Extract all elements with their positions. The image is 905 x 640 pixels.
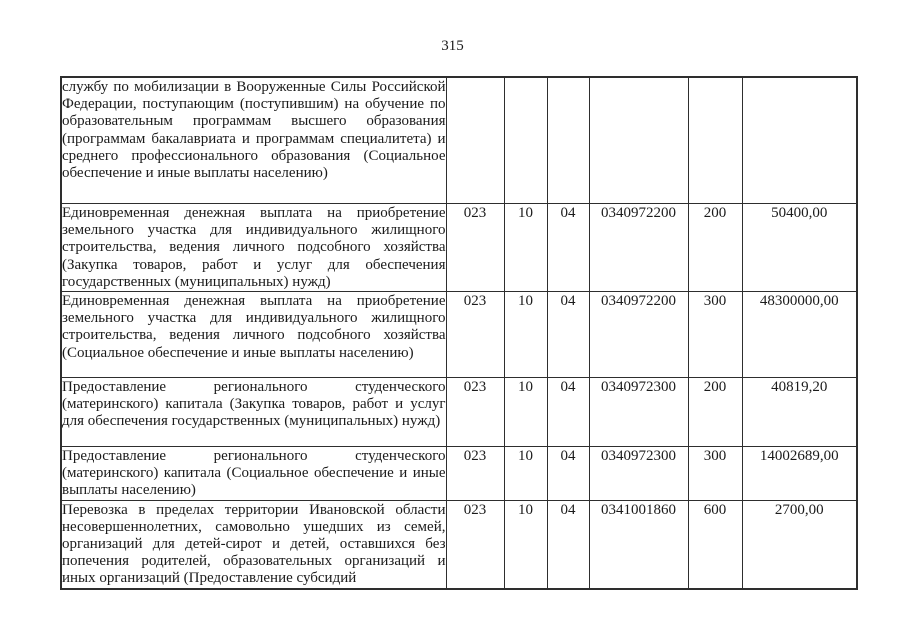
code-cell: 04 bbox=[547, 378, 589, 447]
code-cell: 0340972300 bbox=[589, 447, 688, 501]
code-cell: 0341001860 bbox=[589, 500, 688, 589]
description-cell: Предоставление регионального студенческого (материнского) капитала (Закупка товаров, работ и услуг для обеспечения государственных (муниципальных) нужд) bbox=[61, 378, 446, 447]
description-cell: Единовременная денежная выплата на приобретение земельного участка для индивидуального жилищного строительства, ведения личного подсобного хозяйства (Закупка товаров, работ и услуг для обеспечения государственных (муниципальных) нужд) bbox=[62, 205, 446, 290]
code-cell bbox=[589, 77, 688, 204]
description-cell: службу по мобилизации в Вооруженные Силы Российской Федерации, поступающим (поступившим) на обучение по образовательным программам высшего образования (программам бакалавриата и программам специалитета) и среднего профессионального образования (Социальное обеспечение и иные выплаты населению) bbox=[61, 77, 446, 204]
code-cell: 300 bbox=[688, 447, 742, 501]
code-cell: 10 bbox=[504, 204, 547, 292]
code-cell: 10 bbox=[504, 292, 547, 378]
description-cell: Единовременная денежная выплата на приобретение земельного участка для индивидуального жилищного строительства, ведения личного подсобного хозяйства (Социальное обеспечение и иные выплаты населению) bbox=[61, 292, 446, 378]
code-cell: 023 bbox=[446, 447, 504, 501]
code-cell: 04 bbox=[547, 292, 589, 378]
code-cell bbox=[504, 77, 547, 204]
amount-cell: 50400,00 bbox=[742, 204, 857, 292]
amount-cell bbox=[742, 77, 857, 204]
code-cell bbox=[688, 77, 742, 204]
table-row bbox=[61, 292, 857, 378]
code-cell: 300 bbox=[688, 292, 742, 378]
amount-cell: 2700,00 bbox=[742, 500, 857, 589]
description-cell: Предоставление регионального студенческого (материнского) капитала (Социальное обеспечение и иные выплаты населению) bbox=[62, 448, 446, 499]
code-cell: 04 bbox=[547, 500, 589, 589]
code-cell: 0340972300 bbox=[589, 378, 688, 447]
code-cell: 600 bbox=[688, 500, 742, 589]
table-row bbox=[61, 204, 857, 292]
code-cell: 0340972200 bbox=[589, 204, 688, 292]
page-number: 315 bbox=[441, 38, 464, 54]
budget-table bbox=[60, 76, 858, 590]
code-cell: 023 bbox=[446, 500, 504, 589]
amount-cell: 48300000,00 bbox=[742, 292, 857, 378]
table-row bbox=[61, 447, 857, 501]
table-row bbox=[61, 500, 857, 589]
code-cell: 0340972200 bbox=[589, 292, 688, 378]
code-cell: 023 bbox=[446, 204, 504, 292]
code-cell: 10 bbox=[504, 500, 547, 589]
code-cell: 10 bbox=[504, 447, 547, 501]
code-cell bbox=[547, 77, 589, 204]
amount-cell: 40819,20 bbox=[742, 378, 857, 447]
table-row bbox=[61, 378, 857, 447]
code-cell: 023 bbox=[446, 378, 504, 447]
code-cell bbox=[446, 77, 504, 204]
code-cell: 200 bbox=[688, 378, 742, 447]
amount-cell: 14002689,00 bbox=[742, 447, 857, 501]
code-cell: 04 bbox=[547, 204, 589, 292]
code-cell: 10 bbox=[504, 378, 547, 447]
description-cell: Перевозка в пределах территории Ивановской области несовершеннолетних, самовольно ушедших из семей, организаций для детей-сирот и детей, оставшихся без попечения родителей, образовательных организаций и иных организаций (Предоставление субсидий bbox=[61, 500, 446, 589]
code-cell: 023 bbox=[446, 292, 504, 378]
code-cell: 04 bbox=[547, 447, 589, 501]
code-cell: 200 bbox=[688, 204, 742, 292]
table-row bbox=[61, 77, 857, 204]
